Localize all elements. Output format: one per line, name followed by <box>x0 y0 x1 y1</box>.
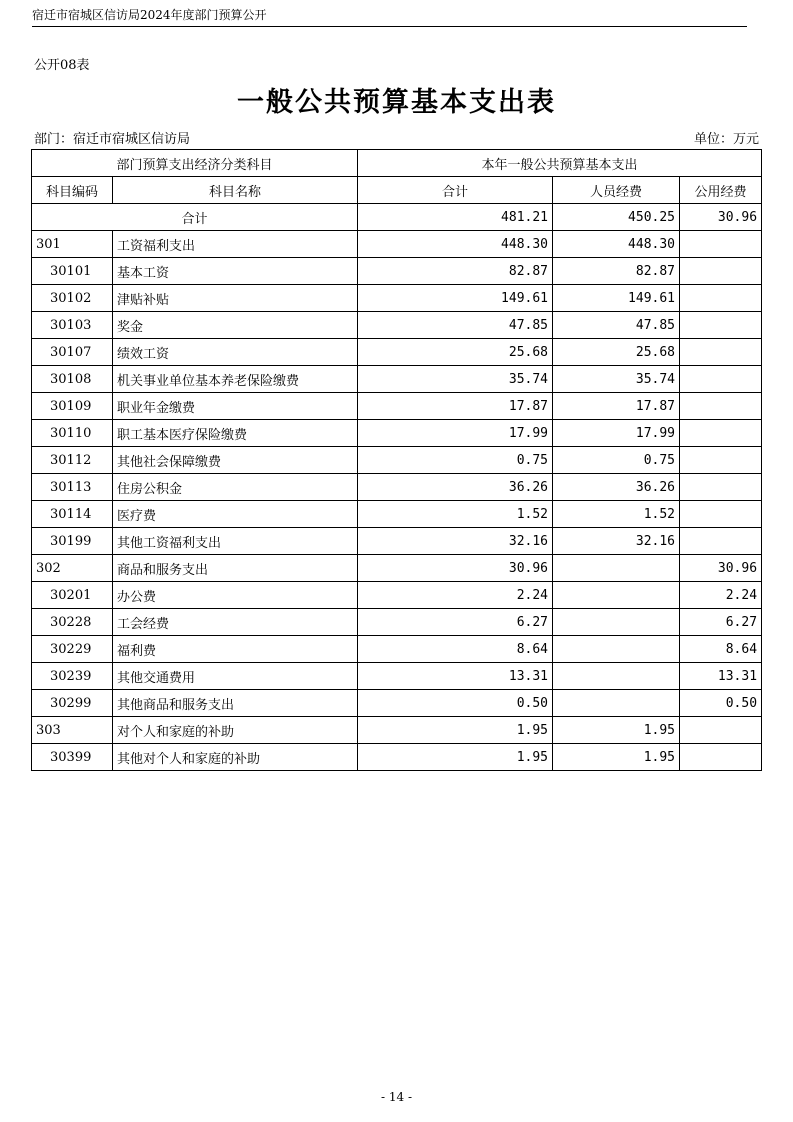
cell-total: 149.61 <box>358 285 553 312</box>
cell-name: 奖金 <box>113 312 358 339</box>
table-row <box>32 339 762 366</box>
cell-public <box>680 501 762 528</box>
cell-code: 30102 <box>32 285 113 312</box>
table-row <box>32 231 762 258</box>
cell-public <box>680 366 762 393</box>
cell-personnel: 32.16 <box>553 528 680 555</box>
cell-name: 其他对个人和家庭的补助 <box>113 744 358 771</box>
page-title: 一般公共预算基本支出表 <box>237 87 556 118</box>
cell-personnel: 25.68 <box>553 339 680 366</box>
cell-personnel: 36.26 <box>553 474 680 501</box>
cell-public <box>680 447 762 474</box>
cell-total: 35.74 <box>358 366 553 393</box>
cell-public <box>680 474 762 501</box>
cell-public: 8.64 <box>680 636 762 663</box>
cell-name: 福利费 <box>113 636 358 663</box>
cell-total: 36.26 <box>358 474 553 501</box>
cell-personnel: 35.74 <box>553 366 680 393</box>
cell-name: 其他社会保障缴费 <box>113 447 358 474</box>
cell-total: 0.75 <box>358 447 553 474</box>
cell-personnel: 448.30 <box>553 231 680 258</box>
table-row <box>32 717 762 744</box>
cell-code: 30108 <box>32 366 113 393</box>
cell-name: 对个人和家庭的补助 <box>113 717 358 744</box>
cell-code: 30101 <box>32 258 113 285</box>
total-label: 合计 <box>32 204 358 231</box>
document-header: 宿迁市宿城区信访局2024年度部门预算公开 <box>32 6 747 27</box>
table-row <box>32 663 762 690</box>
column-header-code: 科目编码 <box>32 177 113 204</box>
cell-name: 住房公积金 <box>113 474 358 501</box>
cell-code: 30112 <box>32 447 113 474</box>
budget-table <box>31 149 762 771</box>
cell-total: 30.96 <box>358 555 553 582</box>
cell-personnel: 47.85 <box>553 312 680 339</box>
cell-total: 0.50 <box>358 690 553 717</box>
cell-personnel: 1.52 <box>553 501 680 528</box>
table-row <box>32 474 762 501</box>
cell-name: 医疗费 <box>113 501 358 528</box>
cell-name: 绩效工资 <box>113 339 358 366</box>
cell-code: 303 <box>32 717 113 744</box>
cell-code: 30113 <box>32 474 113 501</box>
cell-name: 其他交通费用 <box>113 663 358 690</box>
cell-personnel: 82.87 <box>553 258 680 285</box>
column-header-name: 科目名称 <box>113 177 358 204</box>
table-group-header-row <box>32 150 762 177</box>
cell-code: 301 <box>32 231 113 258</box>
cell-code: 30229 <box>32 636 113 663</box>
cell-total: 1.95 <box>358 717 553 744</box>
cell-public: 6.27 <box>680 609 762 636</box>
cell-total: 8.64 <box>358 636 553 663</box>
cell-total: 2.24 <box>358 582 553 609</box>
cell-name: 其他工资福利支出 <box>113 528 358 555</box>
column-header-total: 合计 <box>358 177 553 204</box>
cell-code: 302 <box>32 555 113 582</box>
cell-code: 30199 <box>32 528 113 555</box>
unit-label: 单位：万元 <box>693 132 759 147</box>
table-row <box>32 420 762 447</box>
cell-personnel: 0.75 <box>553 447 680 474</box>
table-row <box>32 258 762 285</box>
cell-public <box>680 393 762 420</box>
cell-name: 机关事业单位基本养老保险缴费 <box>113 366 358 393</box>
cell-total: 17.87 <box>358 393 553 420</box>
total-amount: 481.21 <box>358 204 553 231</box>
cell-public <box>680 528 762 555</box>
cell-personnel <box>553 690 680 717</box>
table-row <box>32 285 762 312</box>
cell-total: 1.95 <box>358 744 553 771</box>
cell-personnel <box>553 582 680 609</box>
department-label: 部门：宿迁市宿城区信访局 <box>34 132 191 147</box>
cell-public <box>680 420 762 447</box>
cell-code: 30201 <box>32 582 113 609</box>
table-row <box>32 744 762 771</box>
cell-code: 30109 <box>32 393 113 420</box>
table-row <box>32 501 762 528</box>
cell-personnel: 17.87 <box>553 393 680 420</box>
cell-public <box>680 339 762 366</box>
cell-code: 30228 <box>32 609 113 636</box>
table-row <box>32 555 762 582</box>
cell-code: 30299 <box>32 690 113 717</box>
cell-personnel: 1.95 <box>553 744 680 771</box>
cell-code: 30107 <box>32 339 113 366</box>
group-header-basic-expenditure: 本年一般公共预算基本支出 <box>358 150 762 177</box>
cell-public <box>680 285 762 312</box>
table-row <box>32 636 762 663</box>
table-row <box>32 582 762 609</box>
table-row <box>32 393 762 420</box>
cell-public <box>680 258 762 285</box>
group-header-classification: 部门预算支出经济分类科目 <box>32 150 358 177</box>
cell-personnel: 17.99 <box>553 420 680 447</box>
cell-public <box>680 744 762 771</box>
cell-public <box>680 717 762 744</box>
cell-name: 办公费 <box>113 582 358 609</box>
cell-name: 工资福利支出 <box>113 231 358 258</box>
cell-code: 30399 <box>32 744 113 771</box>
cell-personnel <box>553 636 680 663</box>
page-number: - 14 - <box>380 1090 412 1104</box>
cell-name: 其他商品和服务支出 <box>113 690 358 717</box>
cell-total: 32.16 <box>358 528 553 555</box>
cell-code: 30103 <box>32 312 113 339</box>
cell-total: 13.31 <box>358 663 553 690</box>
table-row <box>32 609 762 636</box>
cell-public: 2.24 <box>680 582 762 609</box>
cell-personnel <box>553 663 680 690</box>
cell-personnel <box>553 609 680 636</box>
column-header-personnel: 人员经费 <box>553 177 680 204</box>
cell-public: 13.31 <box>680 663 762 690</box>
form-number: 公开08表 <box>34 58 90 73</box>
cell-name: 津贴补贴 <box>113 285 358 312</box>
cell-total: 6.27 <box>358 609 553 636</box>
cell-name: 基本工资 <box>113 258 358 285</box>
cell-total: 17.99 <box>358 420 553 447</box>
cell-code: 30239 <box>32 663 113 690</box>
cell-name: 职工基本医疗保险缴费 <box>113 420 358 447</box>
table-column-header-row <box>32 177 762 204</box>
cell-name: 职业年金缴费 <box>113 393 358 420</box>
cell-personnel: 149.61 <box>553 285 680 312</box>
table-row <box>32 312 762 339</box>
table-row <box>32 528 762 555</box>
cell-name: 工会经费 <box>113 609 358 636</box>
total-public: 30.96 <box>680 204 762 231</box>
cell-personnel: 1.95 <box>553 717 680 744</box>
cell-personnel <box>553 555 680 582</box>
cell-public <box>680 231 762 258</box>
cell-public: 30.96 <box>680 555 762 582</box>
table-row <box>32 366 762 393</box>
table-row <box>32 690 762 717</box>
cell-total: 25.68 <box>358 339 553 366</box>
cell-total: 448.30 <box>358 231 553 258</box>
cell-total: 47.85 <box>358 312 553 339</box>
cell-code: 30114 <box>32 501 113 528</box>
total-row <box>32 204 762 231</box>
cell-total: 1.52 <box>358 501 553 528</box>
cell-code: 30110 <box>32 420 113 447</box>
cell-public <box>680 312 762 339</box>
total-personnel: 450.25 <box>553 204 680 231</box>
column-header-public: 公用经费 <box>680 177 762 204</box>
cell-total: 82.87 <box>358 258 553 285</box>
cell-name: 商品和服务支出 <box>113 555 358 582</box>
table-row <box>32 447 762 474</box>
cell-public: 0.50 <box>680 690 762 717</box>
